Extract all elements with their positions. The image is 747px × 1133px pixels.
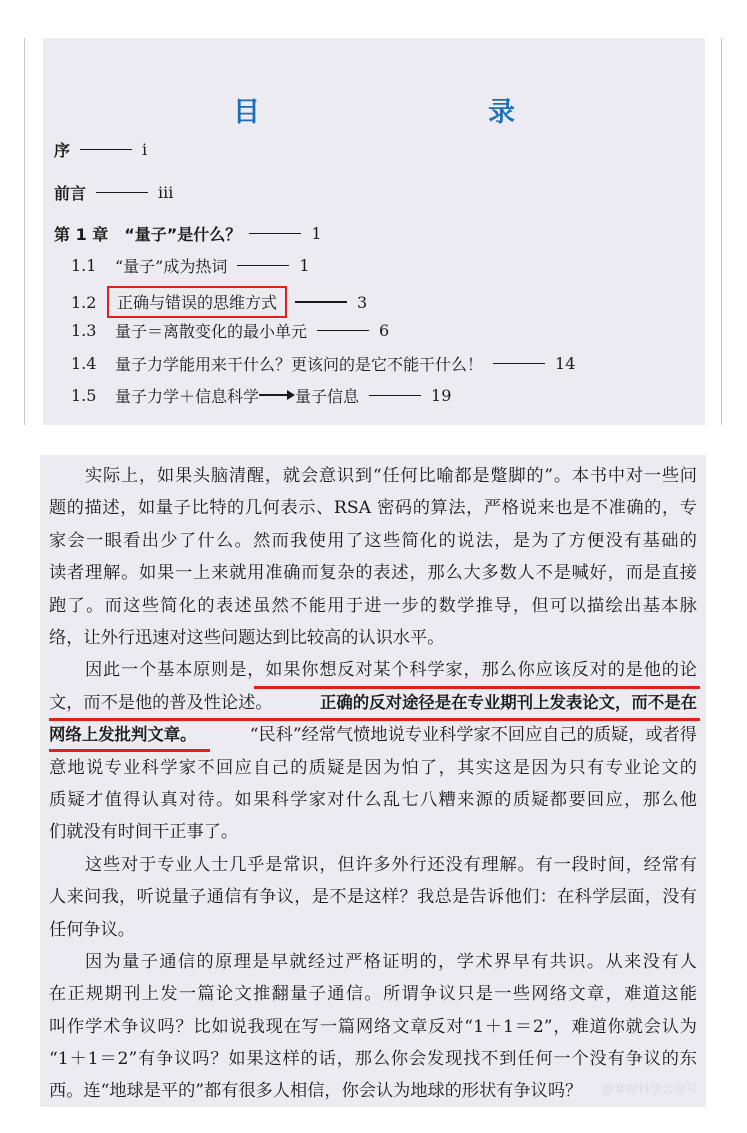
- toc-entry-preface[interactable]: [54, 138, 147, 161]
- toc-entry-foreword[interactable]: [54, 181, 173, 204]
- highlight-underline: [49, 749, 210, 752]
- section-number: 1.5: [71, 386, 97, 405]
- toc-entry-page: iii: [158, 183, 174, 202]
- text-line: 跑了。而这些简化的表述虽然不能用于进一步的数学推导，但可以描绘出基本脉: [49, 596, 697, 616]
- toc-section-1-5[interactable]: [71, 384, 451, 407]
- text-segment: 文，而不是他的普及性论述。: [49, 693, 273, 713]
- text-line: 在正规期刊上发一篇论文推翻量子通信。所谓争议只是一些网络文章，难道这能: [49, 984, 697, 1004]
- text-line: 叫作学术争议吗？比如说我现在写一篇网络文章反对“1＋1＝2”，难道你就会认为: [49, 1017, 697, 1037]
- toc-entry-label: 序: [54, 141, 71, 160]
- section-number: 1.2: [71, 292, 97, 312]
- chapter-label: 第 1 章 “量子”是什么？: [54, 225, 242, 244]
- section-title: “量子”成为热词: [115, 257, 228, 276]
- highlighted-section-title: 正确与错误的思维方式: [107, 286, 287, 318]
- highlight-underline: [49, 718, 700, 721]
- section-page: 3: [357, 292, 368, 312]
- text-line-with-bold: [49, 688, 697, 718]
- table-of-contents: [43, 38, 705, 425]
- leader-line: [80, 149, 132, 150]
- bold-key-sentence-part2: 网络上发批判文章。: [49, 725, 197, 744]
- text-segment: “民科”经常气愤地说专业科学家不回应自己的质疑，或者得: [249, 725, 697, 745]
- section-title: 量子＝离散变化的最小单元: [115, 322, 308, 341]
- left-guide-line: [24, 38, 25, 425]
- leader-line: [249, 233, 301, 234]
- chapter-page: 1: [311, 224, 322, 243]
- text-line: 意地说专业科学家不回应自己的质疑是因为怕了，其实这是因为只有专业论文的: [49, 758, 697, 778]
- text-line-with-bold: [49, 720, 697, 750]
- toc-title: 目 录: [233, 97, 573, 128]
- leader-line: [317, 330, 369, 331]
- section-page: 14: [555, 354, 576, 373]
- text-line: 任何争议。: [49, 920, 135, 940]
- text-line: 因此一个基本原则是，如果你想反对某个科学家，那么你应该反对的是他的论: [85, 660, 697, 680]
- arrow-right-icon: [259, 394, 293, 396]
- toc-entry-page: i: [142, 140, 148, 159]
- text-line: “1＋1＝2”有争议吗？如果这样的话，那么你会发现找不到任何一个没有争议的东: [49, 1049, 697, 1069]
- text-line: 实际上，如果头脑清醒，就会意识到“任何比喻都是蹩脚的”。本书中对一些问: [85, 466, 697, 486]
- text-line: 络，让外行迅速对这些问题达到比较高的认识水平。: [49, 628, 445, 648]
- text-line: 人来问我，听说量子通信有争议，是不是这样？我总是告诉他们：在科学层面，没有: [49, 887, 697, 907]
- leader-line: [295, 301, 347, 302]
- text-line: 这些对于专业人士几乎是常识，但许多外行还没有理解。有一段时间，经常有: [85, 855, 697, 875]
- section-title-part-a: 量子力学＋信息科学: [115, 387, 260, 406]
- text-line: 家会一眼看出少了什么。然而我使用了这些简化的说法，是为了方便没有基础的: [49, 531, 697, 551]
- watermark: @掌握科学公众号: [601, 1082, 698, 1096]
- text-line: 们就没有时间干正事了。: [49, 822, 239, 842]
- text-line: 质疑才值得认真对待。如果科学家对什么乱七八糟来源的质疑都要回应，那么他: [49, 790, 697, 810]
- body-text-panel: [40, 455, 706, 1107]
- section-title: 量子力学能用来干什么？更该问的是它不能干什么！: [115, 355, 484, 374]
- text-line: 因为量子通信的原理是早就经过严格证明的，学术界早有共识。从来没有人: [85, 952, 697, 972]
- highlight-underline: [254, 686, 700, 689]
- toc-section-1-2[interactable]: [71, 286, 367, 318]
- text-line: 题的描述，如量子比特的几何表示、RSA 密码的算法，严格说来也是不准确的，专: [49, 498, 697, 518]
- bold-key-sentence-part1: 正确的反对途径是在专业期刊上发表论文，而不是在: [320, 693, 697, 712]
- section-title-part-b: 量子信息: [295, 387, 360, 406]
- toc-section-1-4[interactable]: [71, 352, 575, 375]
- section-page: 19: [431, 386, 452, 405]
- toc-section-1-3[interactable]: [71, 319, 389, 342]
- toc-chapter-1[interactable]: [54, 222, 322, 245]
- leader-line: [369, 395, 421, 396]
- section-number: 1.4: [71, 354, 97, 373]
- text-line: 西。连“地球是平的”都有很多人相信，你会认为地球的形状有争议吗？: [49, 1081, 583, 1101]
- right-guide-line: [721, 38, 722, 425]
- toc-section-1-1[interactable]: [71, 254, 310, 277]
- leader-line: [493, 363, 545, 364]
- leader-line: [237, 265, 289, 266]
- text-line: 读者理解。如果一上来就用准确而复杂的表述，那么大多数人不是喊好，而是直接: [49, 563, 697, 583]
- section-page: 1: [299, 256, 310, 275]
- section-page: 6: [379, 321, 390, 340]
- toc-entry-label: 前言: [54, 184, 87, 203]
- leader-line: [96, 192, 148, 193]
- section-number: 1.1: [71, 256, 97, 275]
- section-number: 1.3: [71, 321, 97, 340]
